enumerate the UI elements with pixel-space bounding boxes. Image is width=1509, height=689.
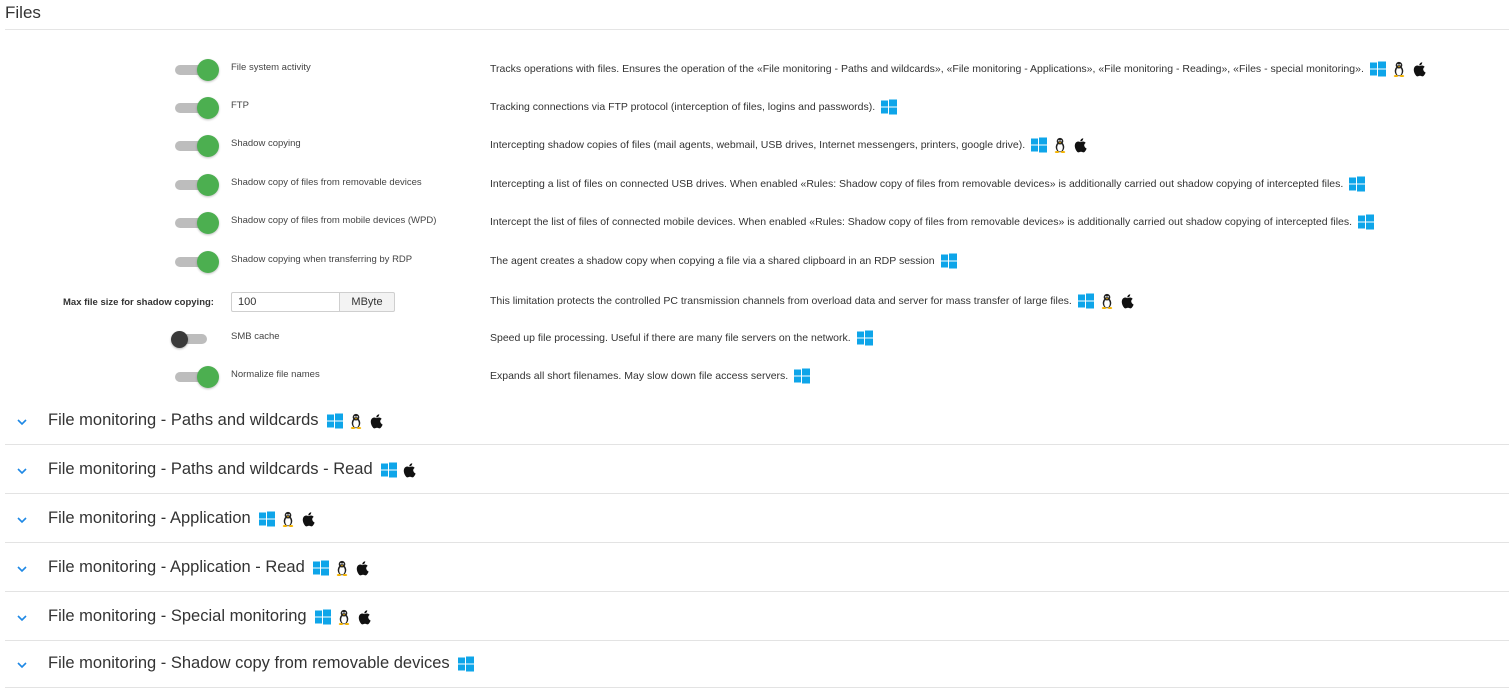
windows-icon [1349, 176, 1365, 192]
setting-row-shadow-copying [0, 135, 1509, 161]
apple-icon [301, 511, 317, 527]
linux-icon [336, 609, 352, 625]
section-application[interactable] [5, 499, 1509, 543]
windows-icon [1078, 293, 1094, 309]
section-divider [5, 640, 1509, 641]
setting-description: Speed up file processing. Useful if there are many file servers on the network. [490, 330, 873, 346]
linux-icon [348, 413, 364, 429]
linux-icon [280, 511, 296, 527]
section-divider [5, 493, 1509, 494]
setting-row-shadow-copy-removable [0, 174, 1509, 200]
apple-icon [402, 462, 418, 478]
os-icons [259, 511, 317, 527]
shadow-copy-rdp-toggle[interactable] [175, 251, 219, 273]
setting-row-shadow-copy-wpd [0, 212, 1509, 238]
apple-icon [1412, 61, 1428, 77]
setting-description: Intercepting a list of files on connected USB drives. When enabled «Rules: Shadow copy of files from removable devices» is additionally carried out shadow copying of intercepted files. [490, 176, 1365, 192]
section-title: File monitoring - Shadow copy from removable devices [48, 654, 450, 672]
title-divider [5, 29, 1509, 30]
windows-icon [941, 253, 957, 269]
shadow-copy-wpd-toggle[interactable] [175, 212, 219, 234]
normalize-file-names-toggle[interactable] [175, 366, 219, 388]
setting-row-ftp [0, 97, 1509, 123]
os-icons [381, 462, 418, 478]
windows-icon [1031, 137, 1047, 153]
windows-icon [313, 560, 329, 576]
linux-icon [334, 560, 350, 576]
setting-label: SMB cache [231, 331, 280, 342]
setting-label: Shadow copying [231, 138, 301, 149]
windows-icon [1370, 61, 1386, 77]
windows-icon [315, 609, 331, 625]
setting-description: Intercepting shadow copies of files (mail agents, webmail, USB drives, Internet messengers, printers, google drive). [490, 137, 1089, 153]
os-icons [941, 253, 957, 269]
setting-label: File system activity [231, 62, 311, 73]
section-title: File monitoring - Paths and wildcards [48, 411, 319, 429]
os-icons [1078, 293, 1136, 309]
section-title: File monitoring - Special monitoring [48, 607, 307, 625]
section-title: File monitoring - Paths and wildcards - Read [48, 460, 373, 478]
section-divider [5, 542, 1509, 543]
apple-icon [1073, 137, 1089, 153]
chevron-down-icon[interactable] [14, 561, 30, 577]
setting-row-file-system-activity [0, 59, 1509, 85]
max-file-size-input[interactable] [231, 292, 339, 312]
setting-label: Shadow copy of files from mobile devices (WPD) [231, 215, 437, 226]
windows-icon [857, 330, 873, 346]
max-file-size-unit: MByte [339, 292, 395, 312]
setting-description: This limitation protects the controlled PC transmission channels from overload data and server for mass transfer of large files. [490, 293, 1136, 309]
chevron-down-icon[interactable] [14, 657, 30, 673]
section-special-monitoring[interactable] [5, 597, 1509, 641]
setting-description: Tracks operations with files. Ensures the operation of the «File monitoring - Paths and wildcards», «File monitoring - Applications», «File monitoring - Reading», «Files - special monitoring». [490, 61, 1428, 77]
os-icons [315, 609, 373, 625]
section-shadow-copy-removable[interactable] [5, 644, 1509, 688]
windows-icon [381, 462, 397, 478]
file-system-activity-toggle[interactable] [175, 59, 219, 81]
setting-description: The agent creates a shadow copy when copying a file via a shared clipboard in an RDP session [490, 253, 957, 269]
chevron-down-icon[interactable] [14, 414, 30, 430]
setting-description: Tracking connections via FTP protocol (interception of files, logins and passwords). [490, 99, 897, 115]
apple-icon [355, 560, 371, 576]
os-icons [1031, 137, 1089, 153]
windows-icon [1358, 214, 1374, 230]
setting-row-shadow-copy-rdp [0, 251, 1509, 277]
os-icons [458, 656, 474, 672]
chevron-down-icon[interactable] [14, 512, 30, 528]
section-divider [5, 591, 1509, 592]
shadow-copy-removable-toggle[interactable] [175, 174, 219, 196]
section-paths-wildcards[interactable] [5, 401, 1509, 445]
windows-icon [458, 656, 474, 672]
smb-cache-toggle[interactable] [175, 328, 219, 350]
setting-label: Shadow copying when transferring by RDP [231, 254, 413, 265]
os-icons [881, 99, 897, 115]
ftp-toggle[interactable] [175, 97, 219, 119]
shadow-copying-toggle[interactable] [175, 135, 219, 157]
os-icons [313, 560, 371, 576]
section-title: File monitoring - Application - Read [48, 558, 305, 576]
os-icons [857, 330, 873, 346]
setting-description: Expands all short filenames. May slow down file access servers. [490, 368, 810, 384]
section-divider [5, 444, 1509, 445]
os-icons [327, 413, 385, 429]
apple-icon [357, 609, 373, 625]
apple-icon [1120, 293, 1136, 309]
chevron-down-icon[interactable] [14, 463, 30, 479]
page-title: Files [5, 3, 41, 22]
max-file-size-label: Max file size for shadow copying: [63, 297, 214, 308]
setting-description: Intercept the list of files of connected mobile devices. When enabled «Rules: Shadow copy of files from removable devices» is additionally carried out shadow copying of intercepted files. [490, 214, 1374, 230]
section-title: File monitoring - Application [48, 509, 251, 527]
section-application-read[interactable] [5, 548, 1509, 592]
os-icons [1358, 214, 1374, 230]
setting-label: Normalize file names [231, 369, 320, 380]
setting-label: FTP [231, 100, 249, 111]
setting-row-normalize-file-names [0, 366, 1509, 392]
linux-icon [1052, 137, 1068, 153]
windows-icon [327, 413, 343, 429]
windows-icon [881, 99, 897, 115]
windows-icon [794, 368, 810, 384]
os-icons [1370, 61, 1428, 77]
section-paths-wildcards-read[interactable] [5, 450, 1509, 494]
windows-icon [259, 511, 275, 527]
setting-row-max-file-size [0, 293, 1509, 319]
apple-icon [369, 413, 385, 429]
setting-row-smb-cache [0, 328, 1509, 354]
linux-icon [1391, 61, 1407, 77]
os-icons [1349, 176, 1365, 192]
setting-label: Shadow copy of files from removable devices [231, 177, 422, 188]
chevron-down-icon[interactable] [14, 610, 30, 626]
os-icons [794, 368, 810, 384]
linux-icon [1099, 293, 1115, 309]
section-divider [5, 687, 1509, 688]
